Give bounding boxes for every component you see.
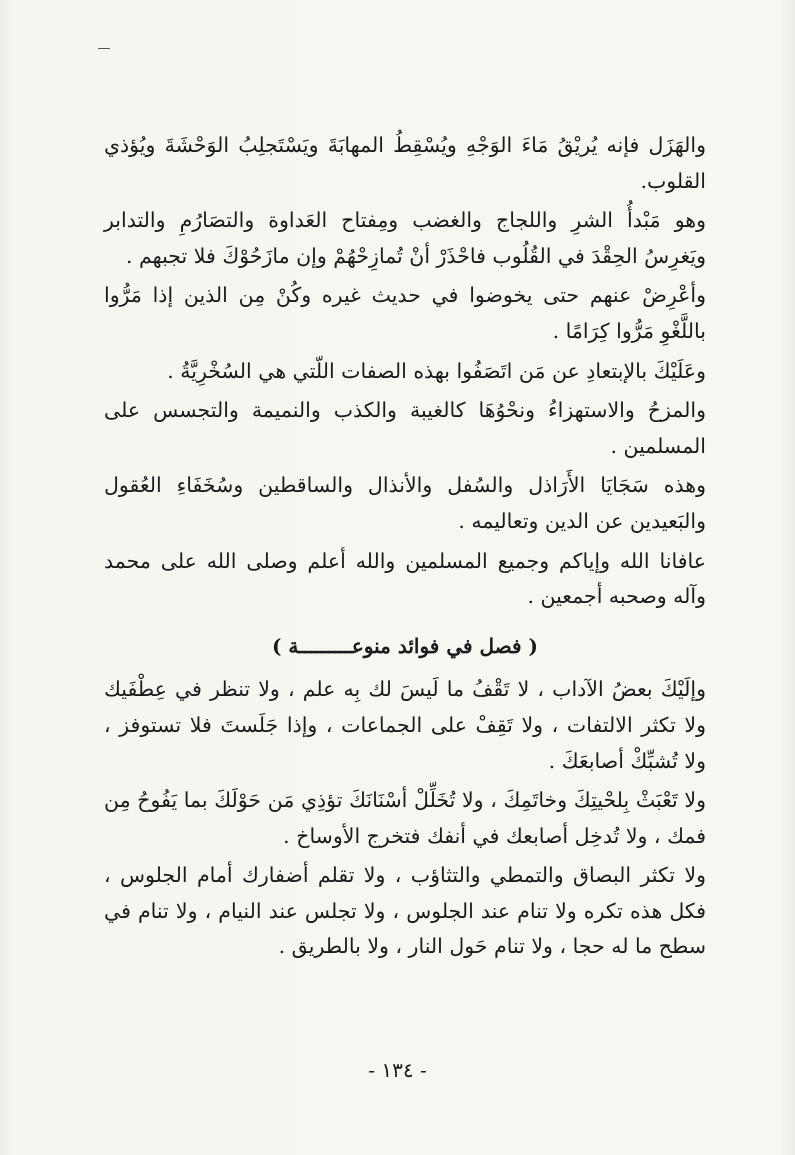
paragraph: والمزحُ والاستهزاءُ ونحْوُهَا كالغيبة والكذب والنميمة والتجسس على المسلمين . bbox=[104, 398, 706, 458]
page-mark bbox=[98, 48, 110, 49]
heading-title-end: ـة bbox=[288, 633, 305, 658]
heading-close-paren: ) bbox=[271, 633, 282, 658]
page-number: - ١٣٤ - bbox=[368, 1058, 427, 1082]
paragraph: وهذه سَجَايَا الأَرَاذل والسُفل والأنذال والساقطين وسُخَفَاءِ العُقول والبَعيدين عن الدين وتعاليمه . bbox=[104, 473, 706, 533]
heading-title: فصل في فوائد منوعـ bbox=[346, 633, 522, 658]
section-heading bbox=[104, 629, 706, 665]
paragraph: وإلَيْكَ بعضُ الآداب ، لا تَقْفُ ما لَيسَ لك بِه علم ، ولا تنظر في عِطْفَيك ولا تكثر الالتفات ، ولا تَقِفْ على الجماعات ، وإذا جَلَستَ فلا تستوفز ، ولا تُشبِّكْ أصابعَكَ . bbox=[104, 677, 706, 773]
body-text bbox=[104, 128, 706, 965]
paragraph: وعَلَيْكَ بالإبتعادِ عن مَن اتَصَفُوا بهذه الصفات اللّتي هي السُخْرِيَّةُ . bbox=[167, 358, 706, 383]
paragraph: وهو مَبْدأُ الشرِ واللجاج والغضب ومِفتاح العَداوة والتصَارُمِ والتدابر ويَغرِسُ الحِقْدَ في القُلُوب فاحْذَرْ أنْ تُمازِحْهُمْ وإن مازَحُوْكَ فلا تجبهم . bbox=[104, 208, 706, 268]
heading-open-paren: ( bbox=[528, 633, 539, 658]
paragraph: عافانا الله وإياكم وجميع المسلمين والله أعلم وصلى الله على محمد وآله وصحبه أجمعين . bbox=[104, 548, 706, 609]
paragraph: والهَزَل فإنه يُريْقُ مَاءَ الوَجْهِ ويُسْقِطُ المهابَةَ ويَسْتَجلِبُ الوَحْشَةَ ويُؤذي القلوب. bbox=[104, 133, 706, 193]
heading-kashida: ـــــــ bbox=[305, 633, 347, 658]
paragraph: ولا تَعْبَثْ بِلحْيتِكَ وخاتَمِكَ ، ولا تُخَلِّلْ أسْنَانَكَ تؤذِي مَن حَوْلَكَ بما يَفُوحُ مِن فمك ، ولا تُدخِل أصابعك في أنفك فتخرج الأوساخ . bbox=[104, 788, 706, 848]
paragraph: ولا تكثر البصاق والتمطي والتثاؤب ، ولا تقلم أضفارك أمام الجلوس ، فكل هذه تكره ولا تنام عند الجلوس ، ولا تجلس عند النيام ، ولا تنام في سطح ما له حجا ، ولا تنام حَول النار ، ولا بالطريق . bbox=[104, 863, 706, 959]
paragraph: وأعْرِضْ عنهم حتى يخوضوا في حديث غيره وكُنْ مِن الذين إذا مَرُّوا باللَّغْوِ مَرُّوا كِرَامًا . bbox=[104, 283, 706, 343]
